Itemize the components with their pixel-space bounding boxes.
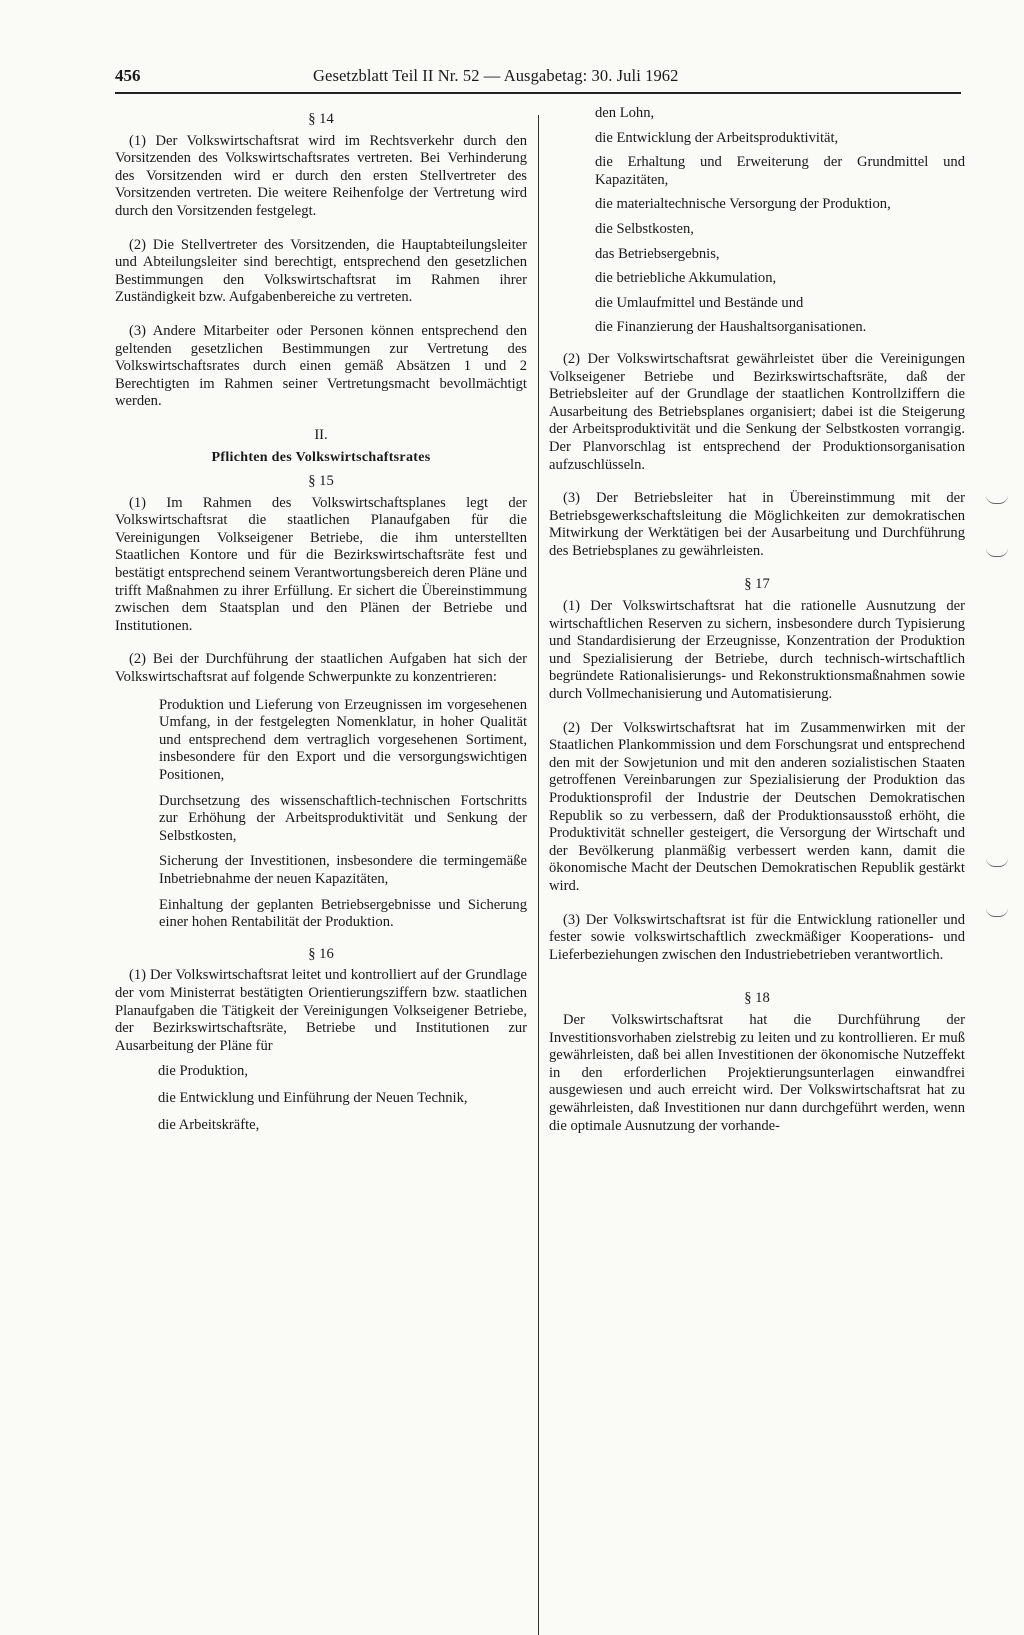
- list-item: die Erhaltung und Erweiterung der Grundmittel und Kapazitäten,: [595, 154, 965, 188]
- list-item: die Produktion,: [158, 1063, 248, 1080]
- page-header: [115, 64, 961, 94]
- section-17-heading: § 17: [744, 576, 770, 593]
- section-18-paragraph-1: Der Volkswirtschaftsrat hat die Durchführung der Investitionsvorhaben zielstrebig zu leiten und zu kontrollieren. Er muß gewährleisten, daß bei allen Investitionen der ökonomische Nutzeffekt in den erforderlichen Projektierungsunterlagen einwandfrei ausgewiesen und auch erreicht wird. Der Volkswirtschaftsrat hat zu gewährleisten, daß Investitionen nur dann durchgeführt werden, wenn die optimale Ausnutzung der vorhande-: [549, 1011, 965, 1134]
- section-15-paragraph-1: (1) Im Rahmen des Volkswirtschaftsplanes legt der Volkswirtschaftsrat die staatlichen Planaufgaben für die Vereinigungen Volkseigener Betriebe, die ihm unterstellten Staatlichen Kontore und für die Bezirkswirtschaftsräte fest und bestätigt entsprechend seinem Verantwortungsbereich deren Pläne und trifft Maßnahmen zu ihrer Erfüllung. Er sichert die Übereinstimmung zwischen dem Staatsplan und den Plänen der Betriebe und Institutionen.: [115, 494, 527, 634]
- section-16-paragraph-3: (3) Der Betriebsleiter hat in Übereinstimmung mit der Betriebsgewerkschaftsleitung die Möglichkeiten zur demokratischen Mitwirkung der Werktätigen bei der Ausarbeitung und Durchführung des Betriebsplanes zu gewährleisten.: [549, 490, 965, 559]
- part-number: II.: [314, 426, 328, 443]
- margin-mark: [986, 548, 1008, 557]
- list-item: die Entwicklung der Arbeitsproduktivität,: [595, 129, 839, 146]
- margin-mark: [986, 908, 1008, 917]
- list-item: die materialtechnische Versorgung der Produktion,: [595, 196, 891, 213]
- list-item: Sicherung der Investitionen, insbesondere die termingemäße Inbetriebnahme der neuen Kapazitäten,: [159, 853, 527, 887]
- section-18-heading: § 18: [744, 990, 770, 1007]
- list-item: Einhaltung der geplanten Betriebsergebnisse und Sicherung einer hohen Rentabilität der Produktion.: [159, 896, 527, 931]
- list-item: die Arbeitskräfte,: [158, 1116, 260, 1133]
- section-16-heading: § 16: [308, 945, 334, 962]
- section-17-paragraph-1: (1) Der Volkswirtschaftsrat hat die rationelle Ausnutzung der wirtschaftlichen Reserven zu sichern, insbesondere durch Typisierung und Standardisierung der Erzeugnisse, Konzentration der Produktion und Spezialisierung der Betriebe, durch technisch-wirtschaftlich begründete Rationalisierungs- und Rekonstruktionsmaßnahmen sowie durch Vollmechanisierung und Automatisierung.: [549, 598, 965, 703]
- page-number: 456: [115, 66, 141, 85]
- list-item: die Finanzierung der Haushaltsorganisationen.: [595, 319, 867, 336]
- list-item: die Umlaufmittel und Bestände und: [595, 294, 804, 311]
- part-title: Pflichten des Volkswirtschaftsrates: [211, 449, 431, 465]
- section-14-heading: § 14: [308, 111, 334, 127]
- section-17-paragraph-3: (3) Der Volkswirtschaftsrat ist für die Entwicklung rationeller und fester sowie volkswirtschaftlich zweckmäßiger Kooperations- und Lieferbeziehungen zwischen den Industriebetrieben verantwortlich.: [549, 911, 965, 963]
- list-item: die Selbstkosten,: [595, 220, 694, 237]
- list-item: das Betriebsergebnis,: [595, 245, 720, 262]
- column-divider: [538, 115, 539, 1635]
- left-column: [115, 105, 527, 1143]
- margin-mark: [986, 858, 1008, 867]
- section-14-paragraph-3: (3) Andere Mitarbeiter oder Personen können entsprechend den geltenden gesetzlichen Bestimmungen zur Vertretung des Volkswirtschaftsrates durch einen gemäß Absätzen 1 und 2 Berechtigten im Rahmen seiner Vertretungsmacht bevollmächtigt werden.: [115, 322, 527, 410]
- list-item: die betriebliche Akkumulation,: [595, 270, 777, 287]
- list-item: Produktion und Lieferung von Erzeugnissen im vorgesehenen Umfang, in der festgelegten Nomenklatur, in hoher Qualität und entsprechend dem vertraglich vorgesehenen Sortiment, insbesondere für den Export und die versorgungswichtigen Positionen,: [159, 696, 527, 783]
- section-15-heading: § 15: [308, 473, 334, 490]
- section-15-paragraph-2: (2) Bei der Durchführung der staatlichen Aufgaben hat sich der Volkswirtschaftsrat auf folgende Schwerpunkte zu konzentrieren:: [115, 651, 527, 686]
- margin-mark: [986, 495, 1008, 504]
- list-item: die Entwicklung und Einführung der Neuen Technik,: [158, 1089, 468, 1106]
- list-item: Durchsetzung des wissenschaftlich-technischen Fortschritts zur Erhöhung der Arbeitsproduktivität und Senkung der Selbstkosten,: [159, 792, 527, 844]
- section-16-paragraph-2: (2) Der Volkswirtschaftsrat gewährleistet über die Vereinigungen Volkseigener Betriebe und Bezirkswirtschaftsräte, daß der Betriebsleiter auf der Grundlage der staatlichen Kontrollziffern die Ausarbeitung des Betriebsplanes organisiert; dabei ist die Steigerung der Arbeitsproduktivität und die Senkung der Selbstkosten vorrangig. Der Planvorschlag ist entsprechend der Produktionsorganisation aufzuschlüsseln.: [549, 350, 965, 473]
- section-16-paragraph-1: (1) Der Volkswirtschaftsrat leitet und kontrolliert auf der Grundlage der vom Ministerrat bestätigten Orientierungsziffern bzw. staatlichen Planaufgaben die Tätigkeit der Vereinigungen Volkseigener Betriebe, der Bezirkswirtschaftsräte, Betriebe und Institutionen zur Ausarbeitung der Pläne für: [115, 967, 527, 1054]
- header-title: Gesetzblatt Teil II Nr. 52 — Ausgabetag: 30. Juli 1962: [313, 66, 679, 85]
- section-14-paragraph-1: (1) Der Volkswirtschaftsrat wird im Rechtsverkehr durch den Vorsitzenden des Volkswirtschaftsrates vertreten. Bei Verhinderung des Vorsitzenden wird er durch den ersten Stellvertreter des Vorsitzenden vertreten. Die weitere Reihenfolge der Vertretung wird durch den Vorsitzenden festgelegt.: [115, 132, 527, 219]
- list-item: den Lohn,: [595, 105, 655, 121]
- right-column: [549, 105, 965, 1151]
- section-17-paragraph-2: (2) Der Volkswirtschaftsrat hat im Zusammenwirken mit der Staatlichen Plankommission und dem Forschungsrat und entsprechend den mit der Sowjetunion und mit den anderen sozialistischen Staaten getroffenen Vereinbarungen zur Spezialisierung der Produktion das Produktionsprofil der Industrie der Deutschen Demokratischen Republik so zu verbessern, daß der Produktionsausstoß erhöht, die Produktivität schneller gesteigert, die Versorgung der Wirtschaft und der Bevölkerung planmäßig verbessert werden kann, damit die ökonomische Macht der Deutschen Demokratischen Republik gestärkt wird.: [549, 719, 965, 894]
- section-14-paragraph-2: (2) Die Stellvertreter des Vorsitzenden, die Hauptabteilungsleiter und Abteilungsleiter sind berechtigt, entsprechend den gesetzlichen Bestimmungen den Volkswirtschaftsrat im Rahmen ihrer Zuständigkeit bzw. Aufgabenbereiche zu vertreten.: [115, 236, 527, 306]
